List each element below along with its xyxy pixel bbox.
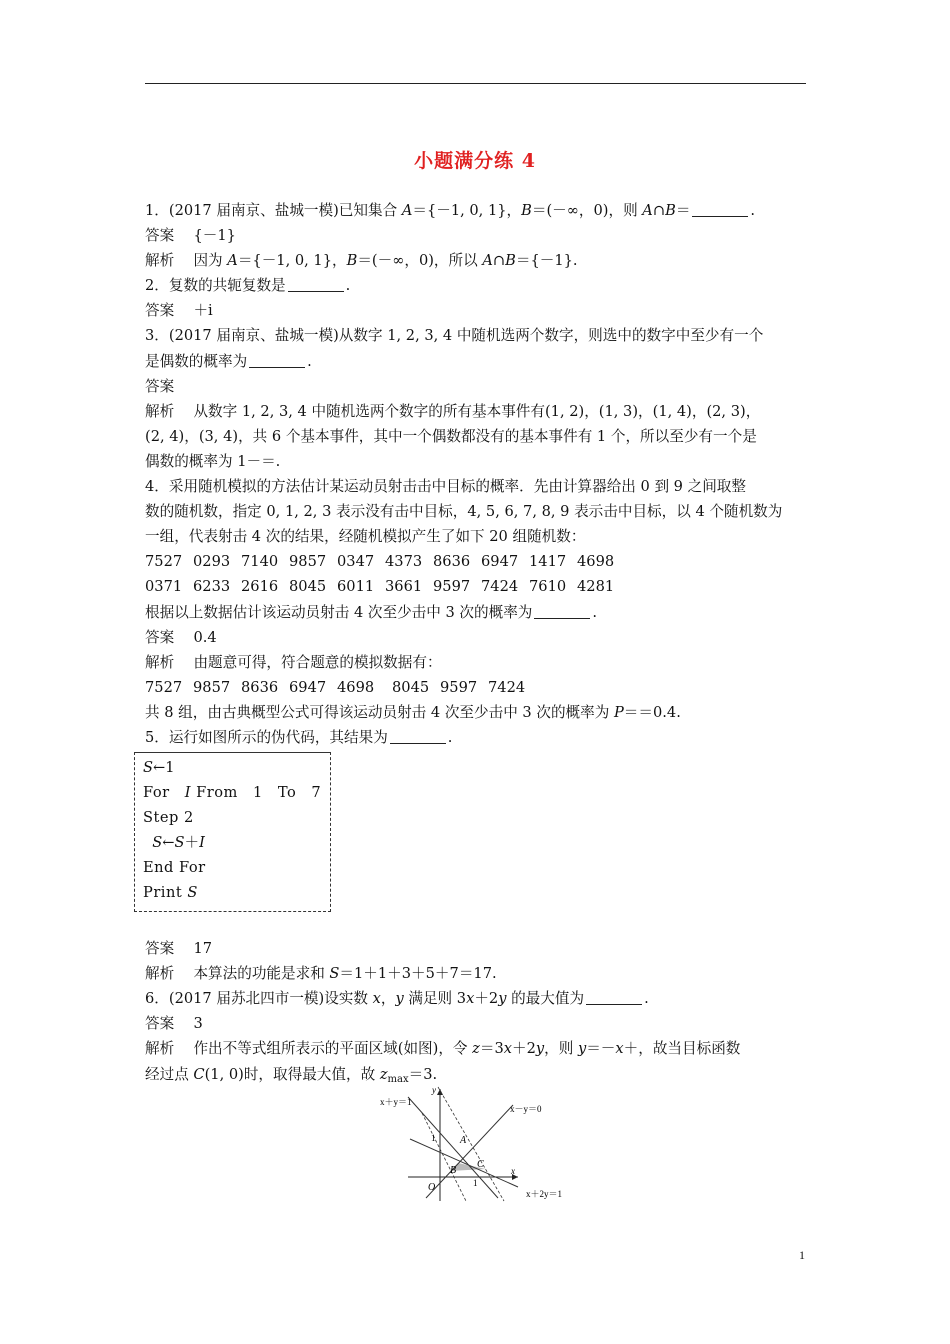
q6-stem: 6．(2017 届苏北四市一模)设实数 x，y 满足则 3x＋2y 的最大值为 . [145,990,649,1008]
code-line-1: S←1 [143,759,175,777]
line-x-plus-y-1 [408,1097,498,1198]
q2-answer: 答案 ＋i [145,302,213,320]
label-axis-x: x [511,1166,515,1176]
q2-stem: 2．复数的共轭复数是 . [145,277,351,295]
q4-stem-line1: 4．采用随机模拟的方法估计某运动员射击击中目标的概率．先由计算器给出 0 到 9 之间取整 [145,478,746,496]
q4-analysis-line2: 共 8 组，由古典概型公式可得该运动员射击 4 次至少击中 3 次的概率为 P＝＝0.4. [145,703,681,721]
q1-stem: 1．(2017 届南京、盐城一模)已知集合 A＝{－1, 0, 1}，B＝(－∞，0)，则 A∩B＝ . [145,202,756,219]
q3-stem-line2: 是偶数的概率为 . [145,352,312,370]
q6-analysis-line2: 经过点 C(1, 0)时，取得最大值，故 $z_{max}=3$. [145,1065,438,1085]
label-x-plus-y: x＋y＝1 [380,1097,412,1107]
label-axis-y: y [432,1085,436,1095]
pseudocode-box [134,752,331,912]
q1-answer: 答案 {－1} [145,227,236,245]
answer-blank [288,277,344,292]
label-x-plus-2y: x＋2y＝1 [526,1189,563,1199]
y-axis-arrow [437,1089,443,1095]
q4-stem-line4: 根据以上数据估计该运动员射击 4 次至少击中 3 次的概率为 . [145,603,598,621]
q3-analysis-line1: 解析 从数字 1, 2, 3, 4 中随机选两个数字的所有基本事件有(1, 2)，(1, 3)，(1, 4)，(2, 3)， [145,402,761,420]
label-point-a: A [460,1135,467,1146]
label-point-c: C [477,1159,484,1170]
page-number: 1 [799,1248,805,1262]
q4-stem-line2: 数的随机数，指定 0, 1, 2, 3 表示没有击中目标，4, 5, 6, 7, 8, 9 表示击中目标，以 4 个随机数为 [145,503,783,521]
code-line-4: S←S＋I [152,834,205,852]
q3-analysis-line3: 偶数的概率为 1－＝. [145,452,281,470]
feasible-region-figure [378,1083,578,1203]
answer-blank [534,604,590,619]
q6-answer: 答案 3 [145,1015,203,1033]
label-point-b: B [450,1165,457,1176]
answer-blank [692,202,748,217]
q4-answer: 答案 0.4 [145,628,217,646]
code-line-6: Print S [143,884,198,902]
code-line-5: End For [143,859,206,877]
q4-stem-line3: 一组，代表射击 4 次的结果，经随机模拟产生了如下 20 组随机数： [145,528,586,546]
line-x-plus-2y-1 [410,1139,518,1187]
q5-answer: 答案 17 [145,940,213,958]
q4-analysis-line1: 解析 由题意可得，符合题意的模拟数据有： [145,653,442,671]
header-rule [145,83,806,84]
label-tick-1-y: 1 [431,1133,436,1143]
answer-blank [249,353,305,368]
code-line-2: For I From 1 To 7 [143,784,322,802]
code-line-3: Step 2 [143,809,194,827]
q3-stem-line1: 3．(2017 届南京、盐城一模)从数字 1, 2, 3, 4 中随机选两个数字，则选中的数字中至少有一个 [145,327,764,345]
q4-random-row-2: 0371 6233 2616 8045 6011 3661 9597 7424 7610 4281 [145,578,615,596]
q1-analysis: 解析 因为 A＝{－1, 0, 1}，B＝(－∞，0)，所以 A∩B＝{－1}. [145,252,578,270]
q6-analysis-line1: 解析 作出不等式组所表示的平面区域(如图)，令 z＝3x＋2y，则 y＝－x＋，故当目标函数 [145,1040,741,1058]
label-x-minus-y: x－y＝0 [510,1104,542,1114]
q3-answer: 答案 [145,377,175,395]
page-title: 小题满分练 4 [414,150,536,172]
q4-random-row-1: 7527 0293 7140 9857 0347 4373 8636 6947 1417 4698 [145,553,615,571]
q5-stem: 5．运行如图所示的伪代码，其结果为 . [145,728,453,746]
answer-blank [390,729,446,744]
label-tick-1-x: 1 [473,1178,478,1188]
q4-matching-row: 7527 9857 8636 6947 4698 8045 9597 7424 [145,678,526,696]
objective-line-2 [438,1087,504,1201]
q3-analysis-line2: (2, 4)，(3, 4)，共 6 个基本事件，其中一个偶数都没有的基本事件有 1 个，所以至少有一个是 [145,427,757,445]
answer-blank [586,990,642,1005]
label-origin: O [428,1182,436,1193]
q5-analysis: 解析 本算法的功能是求和 S＝1＋1＋3＋5＋7＝17. [145,965,497,983]
document-body [145,198,809,1092]
